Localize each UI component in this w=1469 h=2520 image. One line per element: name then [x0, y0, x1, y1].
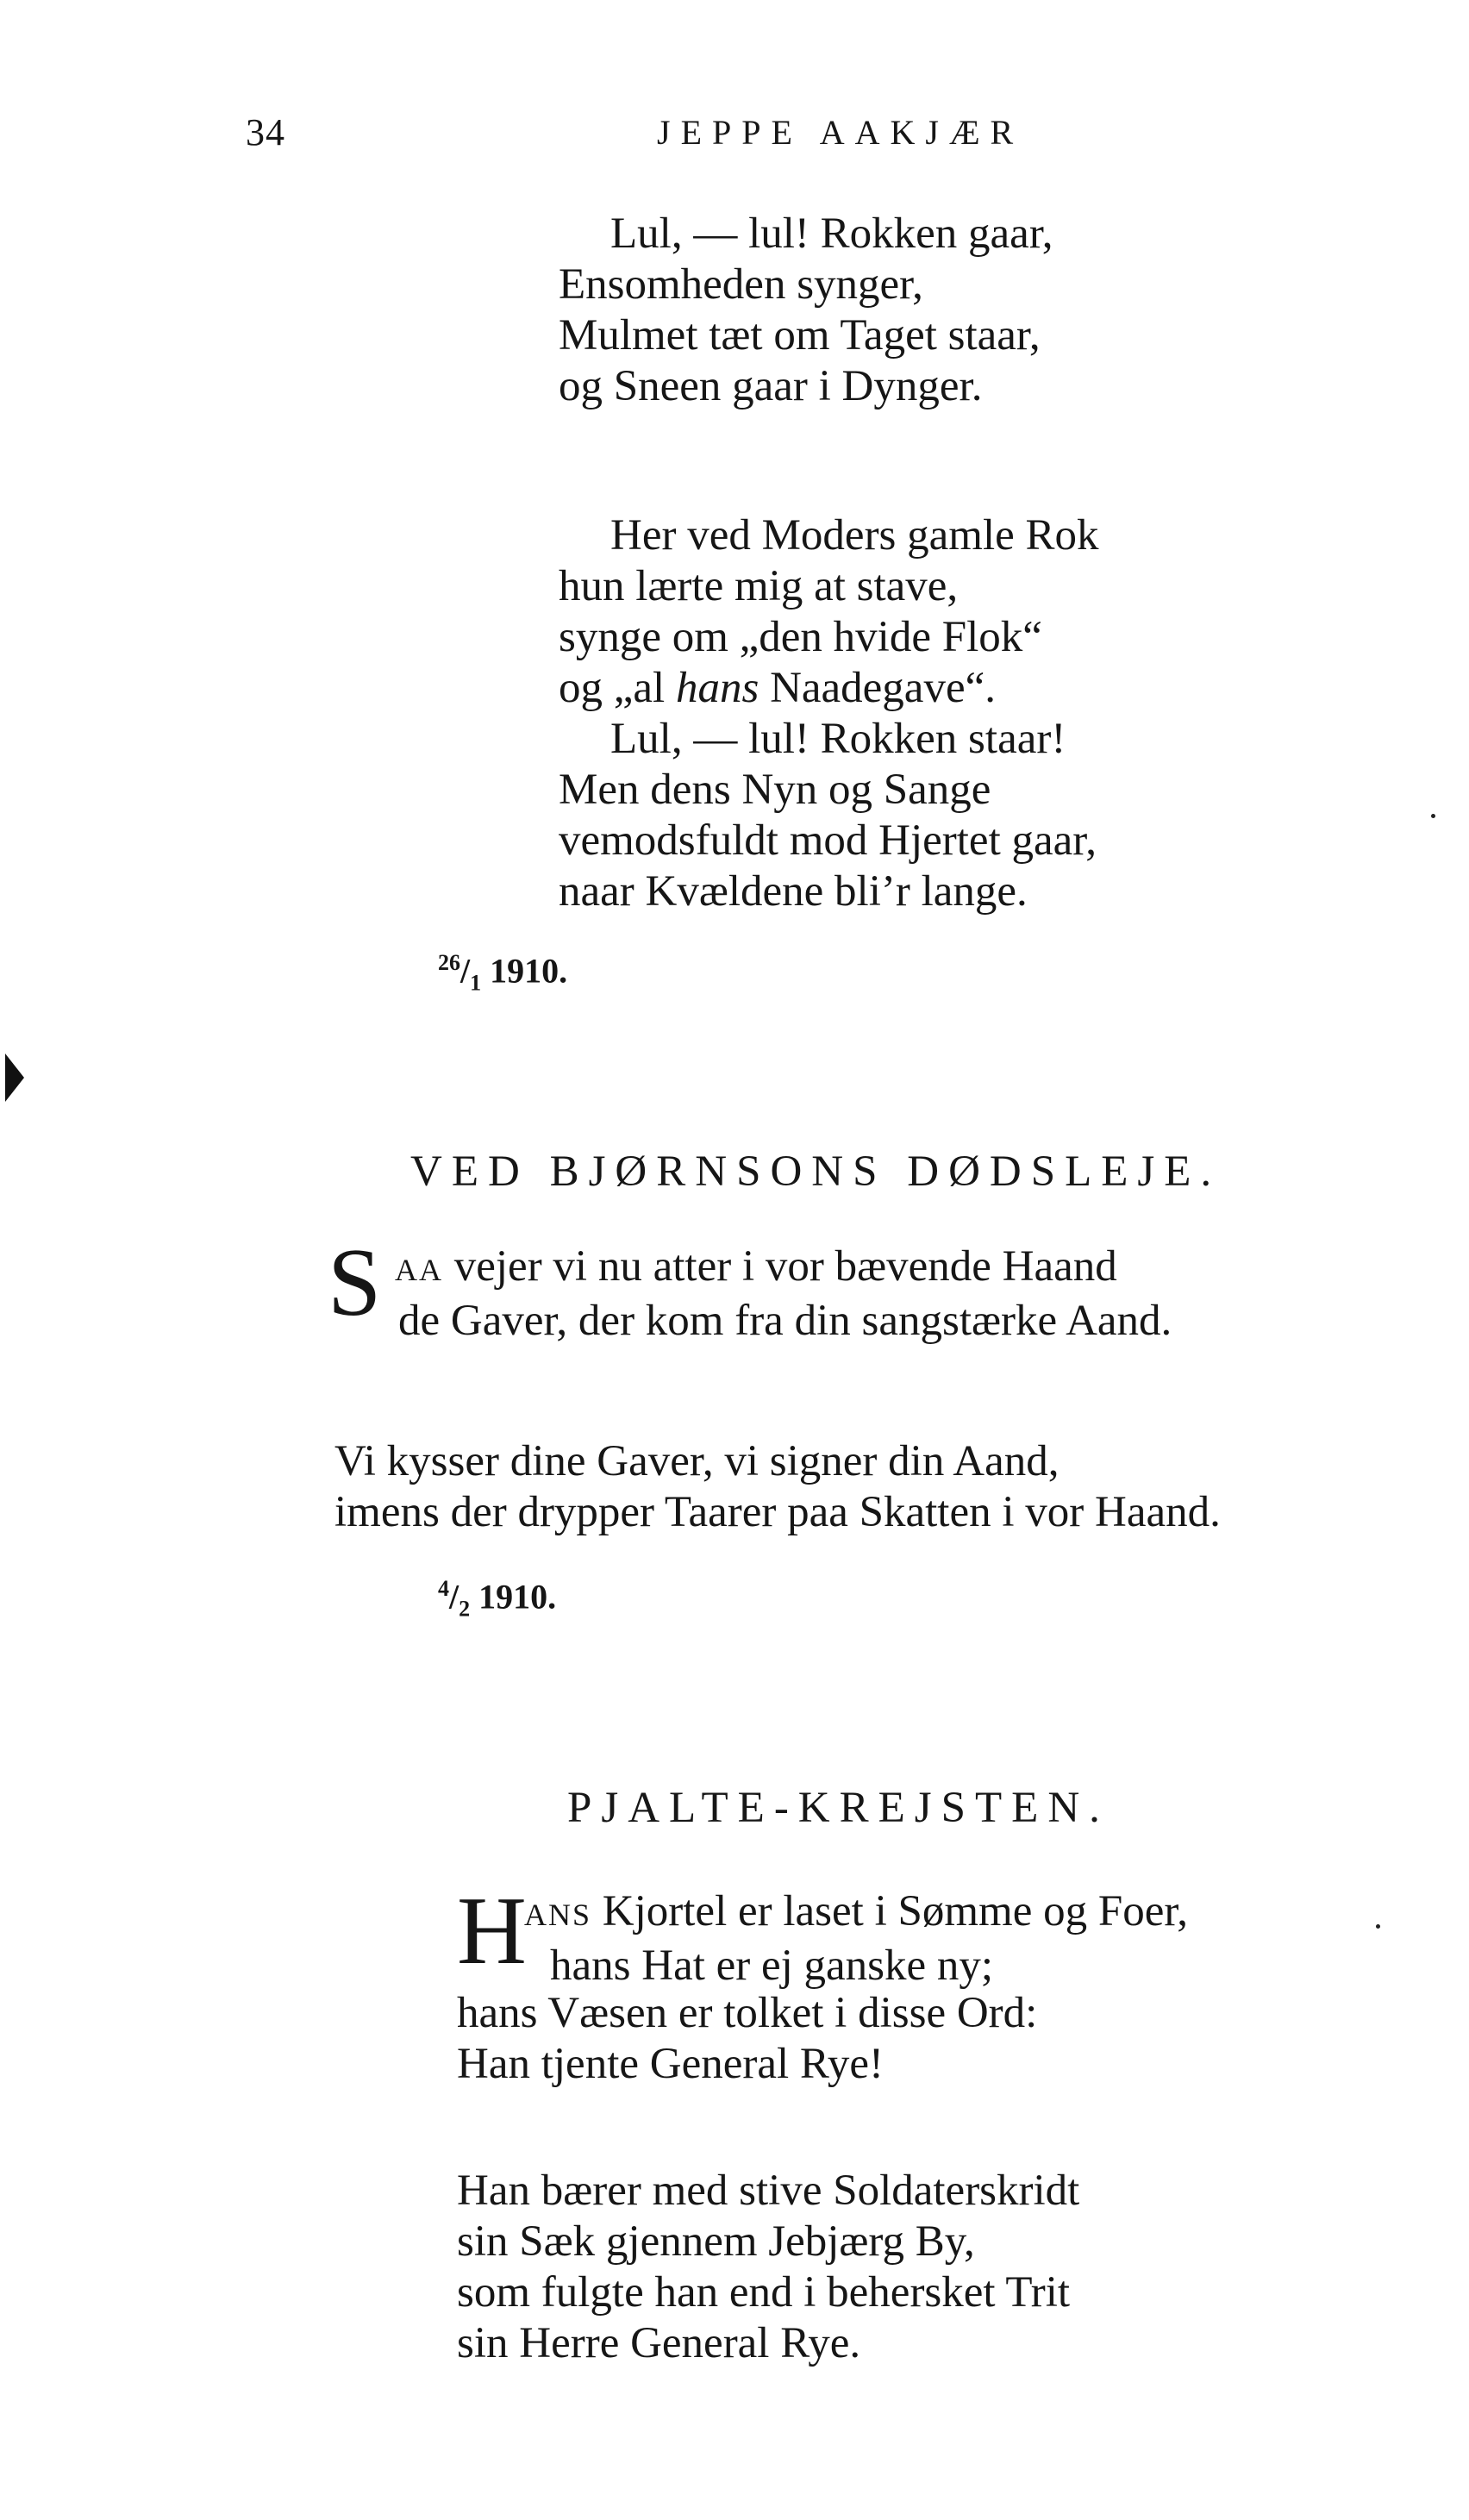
- verse-line: imens der drypper Taarer paa Skatten i vor Haand.: [334, 1488, 1221, 1536]
- poem2-date: $^4/_2$ 1910.: [438, 1576, 557, 1622]
- verse-line: Her ved Moders gamle Rok: [610, 511, 1099, 560]
- verse-line: sin Herre General Rye.: [457, 2319, 861, 2367]
- verse-line: de Gaver, der kom fra din sangstærke Aand.: [398, 1297, 1172, 1345]
- poem2-stanza-1: [328, 1229, 1405, 1354]
- verse-line: [524, 1886, 1188, 1941]
- verse-segment: vejer vi nu atter i vor bævende Haand: [443, 1242, 1117, 1291]
- verse-line: Vi kysser dine Gaver, vi signer din Aand,: [334, 1437, 1060, 1485]
- verse-emphasis: hans: [675, 664, 760, 712]
- verse-line: [559, 663, 1099, 714]
- drop-cap: S: [328, 1229, 382, 1336]
- poem3-stanza-1: [457, 1878, 1448, 2102]
- verse-segment: Kjortel er laset i Sømme og Foer,: [591, 1887, 1189, 1935]
- verse-line: Mulmet tæt om Taget staar,: [559, 311, 1041, 360]
- smallcaps-lead: AA: [395, 1253, 443, 1287]
- poem3-stanza-1-top: [524, 1886, 1188, 1992]
- date-year: 1910.: [490, 951, 568, 991]
- print-speck: [1431, 814, 1435, 818]
- smallcaps-lead: ANS: [524, 1898, 592, 1932]
- verse-line: hans Hat er ej ganske ny;: [550, 1942, 994, 1990]
- verse-line: [395, 1241, 1172, 1296]
- poem1-date: $^{26}/_1$ 1910.: [438, 950, 568, 996]
- verse-segment: og „al: [559, 664, 676, 712]
- running-title: JEPPE AAKJÆR: [657, 113, 1024, 152]
- page-number: 34: [246, 111, 285, 153]
- verse-segment: Naadegave“.: [759, 664, 996, 712]
- poem2-stanza-2: [334, 1436, 1221, 1538]
- verse-line: vemodsfuldt mod Hjertet gaar,: [559, 816, 1097, 865]
- poem1-stanza-2: [559, 510, 1099, 917]
- verse-line: Lul, — lul! Rokken gaar,: [610, 209, 1053, 258]
- date-day: 4: [438, 1576, 449, 1601]
- date-day: 26: [438, 950, 460, 975]
- date-year: 1910.: [478, 1577, 557, 1616]
- verse-line: Men dens Nyn og Sange: [559, 766, 991, 814]
- verse-line: Han bærer med stive Soldaterskridt: [457, 2167, 1080, 2215]
- verse-line: naar Kvældene bli’r lange.: [559, 867, 1028, 916]
- date-month: 2: [459, 1596, 471, 1622]
- poem3-stanza-1-bottom: [457, 1988, 1037, 2090]
- date-month: 1: [470, 970, 482, 996]
- poem3-title: PJALTE-KREJSTEN.: [567, 1784, 1110, 1832]
- page-edge-mark: [5, 1054, 24, 1102]
- print-speck: [1376, 1924, 1380, 1929]
- verse-line: som fulgte han end i behersket Trit: [457, 2268, 1071, 2317]
- verse-line: og Sneen gaar i Dynger.: [559, 362, 983, 410]
- verse-line: Lul, — lul! Rokken staar!: [610, 715, 1066, 763]
- verse-line: sin Sæk gjennem Jebjærg By,: [457, 2217, 975, 2266]
- verse-line: Han tjente General Rye!: [457, 2040, 884, 2088]
- poem2-title: VED BJØRNSONS DØDSLEJE.: [410, 1147, 1222, 1196]
- poem2-stanza-1-lines: [395, 1241, 1172, 1347]
- poem1-stanza-1: [559, 209, 1053, 412]
- drop-cap: H: [457, 1878, 527, 1985]
- verse-line: synge om „den hvide Flok“: [559, 613, 1042, 661]
- poem3-stanza-2: [457, 2166, 1079, 2369]
- verse-line: hun lærte mig at stave,: [559, 562, 959, 610]
- verse-line: hans Væsen er tolket i disse Ord:: [457, 1989, 1038, 2037]
- verse-line: Ensomheden synger,: [559, 260, 923, 309]
